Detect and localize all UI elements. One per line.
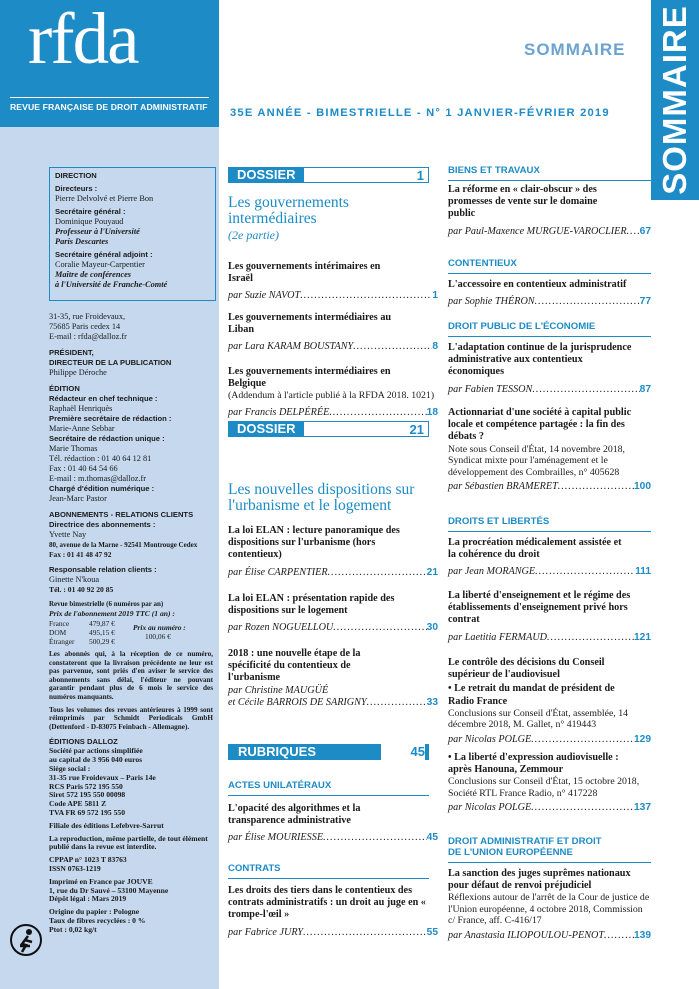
dossier-page: 1 [416,168,424,183]
editor: Marie Thomas [49,444,98,453]
section [228,863,438,874]
dossier-title: Les nouvelles dispositions sur l'urbanisme et le logement [228,481,415,514]
dossier-label: DOSSIER [229,421,304,437]
phone: Tél. : 01 40 92 20 85 [49,585,114,594]
label: France [49,619,70,628]
divider [448,273,651,274]
article-title: L'opacité des algorithmes et la transparence administrative [228,803,361,827]
paper-info: Origine du papier : Pologne [49,907,140,917]
page-number: 139 [634,929,651,941]
article-title: La loi ELAN : lecture panoramique des dispositions sur l'urbanisme (hors contentieux) [228,525,400,561]
article-title: La liberté d'enseignement et le régime des établissements d'enseignement privé hors contrat [448,590,631,626]
article-author: par Rozen NOGUELLOU [228,622,334,634]
article-title: Le contrôle des décisions du Conseil supérieur de l'audiovisuel [448,657,605,681]
fax: Fax : 01 40 64 54 66 [49,464,118,473]
article-note: Note sous Conseil d'État, 14 novembre 2018, Syndicat mixte pour l'aménagement et le développement des Combrailles, n° 405628 [448,443,625,478]
divider [448,531,651,532]
publisher-info: ISSN 0763-1219 [49,863,101,873]
section-heading: DE L'UNION EUROPÉENNE [448,847,573,858]
fax: Fax : 01 41 48 47 92 [49,550,112,559]
toc-entry[interactable] [448,868,651,942]
article-title: Les gouvernements intermédiaires en Belgique [228,366,391,390]
label: Directeurs : [55,184,98,193]
price: 479,87 € [89,619,115,628]
address: 80, avenue de la Marne - 92541 Montrouge Cedex [49,541,198,549]
section-heading: ABONNEMENTS - RELATIONS CLIENTS [49,510,194,519]
section-heading: DROITS ET LIBERTÉS [448,516,550,527]
section [448,516,651,527]
page-number: 100 [634,481,651,493]
divider [448,180,651,181]
page-number: 77 [639,296,651,308]
issue-line: 35E ANNÉE - BIMESTRIELLE - N° 1 JANVIER-FÉVRIER 2019 [230,107,610,119]
article-author: par Nicolas POLGE [448,733,532,745]
editor: Marie-Anne Sebbar [49,424,115,433]
sommaire-tab [651,0,699,200]
periodicity: Revue bimestrielle (6 numéros par an) [49,600,164,608]
article-title: La loi ELAN : présentation rapide des dispositions sur le logement [228,593,395,617]
divider [228,795,429,796]
article-author: par Christine MAUGÜÉ [228,684,329,696]
publisher-info: TVA FR 69 572 195 550 [49,807,126,817]
dossier-2 [228,482,438,514]
directors: Pierre Delvolvé et Pierre Bon [55,194,154,203]
page-number: 33 [426,696,438,708]
toc-entry[interactable] [448,184,651,238]
toc-entry[interactable] [228,648,438,709]
dossier-bar-2 [228,421,429,437]
divider [10,97,209,98]
section-heading: DROIT ADMINISTRATIF ET DROIT [448,836,602,847]
toc-entry[interactable] [228,803,438,845]
page-number: 45 [426,832,438,844]
toc-entry[interactable] [448,279,651,308]
page-number: 129 [634,733,651,745]
article-author: par Lara KARAM BOUSTANY [228,341,354,353]
divider [448,862,651,863]
article-title: 2018 : une nouvelle étape de la spécificité du contentieux de l'urbanisme [228,648,361,684]
section-heading: PRÉSIDENT, [49,348,94,357]
direction-box [49,167,216,301]
page-number: 87 [639,383,651,395]
dossier-part: (2e partie) [228,228,279,242]
sommaire-vertical-label: SOMMAIRE [656,5,693,195]
toc-entry[interactable] [448,537,651,579]
rubriques-label: RUBRIQUES [238,744,317,759]
toc-entry[interactable] [228,261,438,303]
section [448,165,651,176]
article-author: par Paul-Maxence MURGUE-VAROCLIER [448,225,627,237]
section [228,780,438,791]
article-title: La procréation médicalement assistée et la cohérence du droit [448,537,622,561]
page-number: 121 [634,631,651,643]
article-author: par Élise CARPENTIER [228,566,328,578]
page-number: 111 [635,566,651,578]
article-note: Conclusions sur Conseil d'État, 15 octobre 2018, Société RTL France Radio, n° 417228 [448,776,640,799]
publisher-info: au capital de 3 956 040 euros [49,755,143,765]
email: E-mail : m.thomas@dalloz.fr [49,474,147,483]
toc-entry[interactable] [448,407,651,493]
page-number: 1 [432,290,438,302]
toc-entry[interactable] [228,366,438,419]
title-line: Maître de conférences [55,270,132,279]
editor: Raphaël Henriquès [49,404,113,413]
editor: Jean-Marc Pastor [49,494,107,503]
page-number: 8 [432,341,438,353]
page-number: 30 [426,622,438,634]
deputy-secretary: Coralie Mayeur-Carpentier [55,260,145,269]
section-heading: CONTRATS [228,863,281,874]
article-author: et Cécile BARROIS DE SARIGNY [228,696,367,708]
title-line: Professeur à l'Université [55,227,140,236]
toc-entry[interactable] [448,657,651,815]
dossier-title: Les gouvernements intermédiaires [228,194,349,227]
article-note: Réflexions autour de l'arrêt de la Cour de justice de l'Union européenne, 4 octobre 2018, Commission c/ France, aff. C-416/17 [448,892,650,927]
toc-entry[interactable] [228,885,438,939]
article-author: par Sébastien BRAMERET [448,481,558,493]
label: Directrice des abonnements : [49,520,156,529]
article-title: L'accessoire en contentieux administratif [448,279,627,290]
publisher-info: Siège social : [49,763,91,773]
section-heading: ÉDITION [49,384,80,393]
article-title: La sanction des juges suprêmes nationaux pour défaut de renvoi préjudiciel [448,868,631,892]
label: Responsable relation clients : [49,565,157,574]
article-author: par Nicolas POLGE [448,802,532,814]
article-title: Les droits des tiers dans le contentieux des contrats administratifs : un droit au juge en « trompe-l'œil » [228,885,426,921]
client-relations: Ginette N'koua [49,575,100,584]
dossier-page: 21 [409,422,424,437]
printer-info: Imprimé en France par JOUVE [49,876,153,886]
label: Rédacteur en chef technique : [49,394,158,403]
printer-info: 1, rue du Dr Sauvé – 53100 Mayenne [49,885,169,895]
price: 500,29 € [89,637,115,646]
section-heading: BIENS ET TRAVAUX [448,165,540,176]
section-heading: DROIT PUBLIC DE L'ÉCONOMIE [448,321,596,332]
toc-entry[interactable] [448,590,651,644]
article-title: L'adaptation continue de la jurisprudence administrative aux contentieux économiques [448,342,632,378]
page-number: 67 [639,225,651,237]
publisher-info: CPPAP n° 1023 T 83763 [49,855,127,865]
label: DOM [49,628,67,637]
recycling-person-icon [10,924,42,956]
page-number: 21 [426,566,438,578]
notice: La reproduction, même partielle, de tout élément publié dans la revue est interdite. [49,833,208,852]
notice: Les abonnés qui, à la réception de ce numéro, constateront que la livraison précédente ne leur est pas parvenue, sont priés d'en aviser le service des abonnements sans délai, l'éditeur ne pouvant garantir pendant plus de 6 mois le service des numéros manquants. [49,650,213,701]
label: Première secrétaire de rédaction : [49,414,172,423]
label: Secrétaire de rédaction unique : [49,434,165,443]
article-title: Les gouvernements intermédiaires au Liban [228,312,392,336]
subscription-director: Yvette Nay [49,530,87,539]
article-author: par Élise MOURIESSE [228,832,324,844]
label: Secrétaire général adjoint : [55,250,153,259]
sommaire-heading: SOMMAIRE [524,40,626,59]
price: 495,15 € [89,628,115,637]
section [448,258,651,269]
rfda-logo: rfda [28,0,138,79]
paper-info: Ptot : 0,02 kg/t [49,924,97,934]
article-subtitle: • Le retrait du mandat de président de Radio France [448,683,615,707]
page-number: 18 [426,406,438,418]
label: Prix au numéro : [133,623,186,632]
publisher-info: Siret 572 195 550 00098 [49,790,126,800]
dossier-label: DOSSIER [229,167,304,183]
toc-entry[interactable] [228,593,438,635]
article-title: Actionnariat d'une société à capital public locale et compétence partagée : la fin des débats ? [448,407,632,443]
article-note: Conclusions sur Conseil d'État, assemblée, 14 décembre 2018, M. Gallet, n° 419443 [448,707,628,731]
section [448,836,651,858]
rubriques-page: 45 [381,744,425,760]
article-author: par Jean MORANGE [448,566,536,578]
article-author: par Anastasia ILIOPOULOU-PENOT [448,929,605,941]
article-author: par Laetitia FERMAUD [448,631,548,643]
toc-entry[interactable] [228,312,438,354]
page-number: 137 [634,802,651,814]
secretary-general: Dominique Pouyaud [55,217,124,226]
journal-subtitle: REVUE FRANÇAISE DE DROIT ADMINISTRATIF [10,102,208,112]
title-line: à l'Université de Franche-Comté [55,280,168,289]
publisher-info: Société par actions simplifiée [49,746,143,756]
sidebar-contact [49,312,213,934]
publisher-info: Code APE 5811 Z [49,799,107,809]
price: 100,06 € [145,632,171,641]
section-heading: DIRECTEUR DE LA PUBLICATION [49,358,172,367]
section-heading: CONTENTIEUX [448,258,517,269]
section-heading: ACTES UNILATÉRAUX [228,780,332,791]
article-author: par Francis DELPÉRÉE [228,406,330,418]
rubriques-bar [228,744,429,760]
article-author: par Fabien TESSON [448,383,533,395]
article-author: par Suzie NAVOT [228,290,301,302]
publisher-info: Filiale des éditions Lefebvre-Sarrut [49,820,164,830]
toc-entry[interactable] [448,342,651,396]
phone: Tél. rédaction : 01 40 64 12 81 [49,454,152,463]
printer-info: Dépôt légal : Mars 2019 [49,894,127,904]
section [448,321,651,332]
dossier-bar-1 [228,167,429,183]
divider [448,336,651,337]
article-subtitle: • La liberté d'expression audiovisuelle : après Hanouna, Zemmour [448,752,619,776]
label: Étranger [49,637,75,646]
article-author: par Sophie THÉRON [448,296,535,308]
email: E-mail : rfda@dalloz.fr [49,332,127,341]
paper-info: Taux de fibres recyclées : 0 % [49,915,146,925]
page-number: 55 [426,926,438,938]
dossier-1 [228,195,438,243]
article-title: Les gouvernements intérimaires en Israël [228,261,381,285]
masthead [0,0,219,127]
label: Secrétaire général : [55,207,126,216]
article-note: (Addendum à l'article publié à la RFDA 2018. 1021) [228,390,435,402]
section-heading: ÉDITIONS DALLOZ [49,737,118,747]
article-title: La réforme en « clair-obscur » des promesses de vente sur le domaine public [448,184,598,220]
address: 31-35, rue Froidevaux, [49,312,126,321]
price-heading: Prix de l'abonnement 2019 TTC (1 an) : [49,609,175,618]
article-author: par Fabrice JURY [228,926,304,938]
publisher-info: RCS Paris 572 195 550 [49,781,123,791]
label: Chargé d'édition numérique : [49,484,155,493]
title-line: Paris Descartes [55,237,109,246]
publisher-info: 31-35 rue Froidevaux – Paris 14e [49,772,156,782]
address: 75685 Paris cedex 14 [49,322,121,331]
notice: Tous les volumes des revues antérieures à 1999 sont réimprimés par Schmidt Periodicals GmbH (Dettenford - D-83075 Feinbach - Allemagne). [49,705,213,731]
section-heading: DIRECTION [55,171,97,180]
toc-entry[interactable] [228,525,438,579]
president: Philippe Déroche [49,368,107,377]
divider [228,878,429,879]
